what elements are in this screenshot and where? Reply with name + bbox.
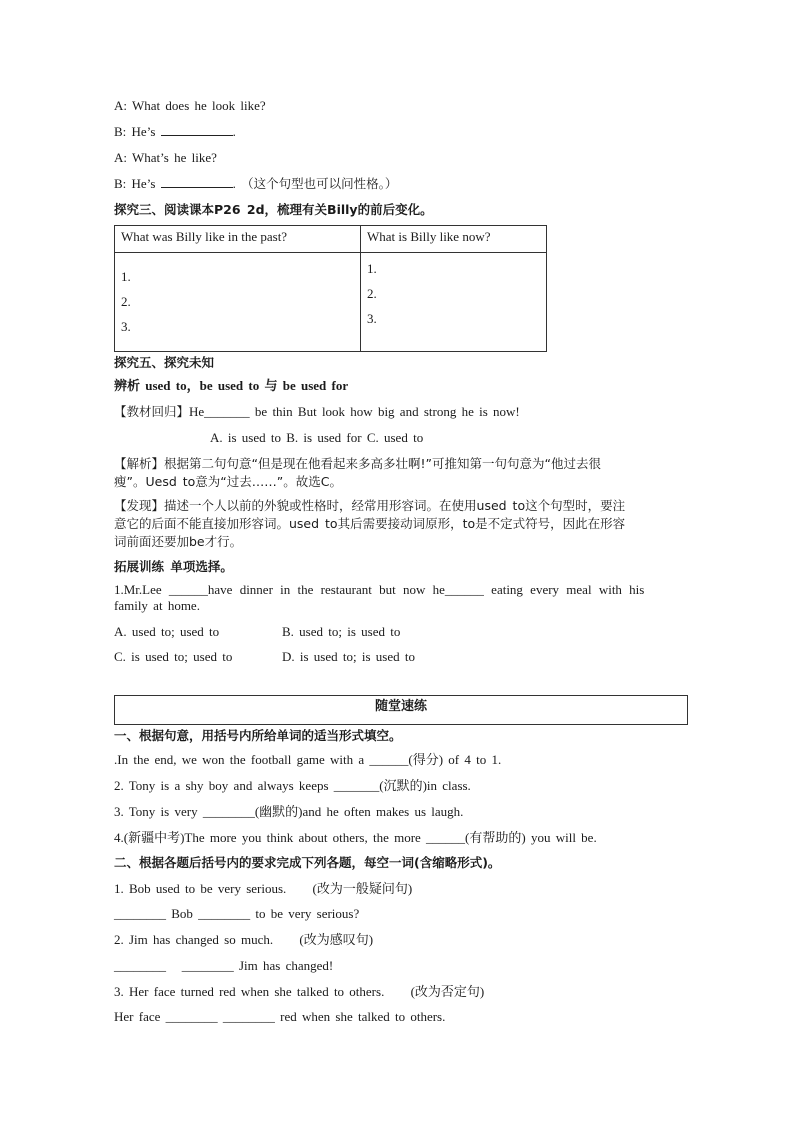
table-header-now: What is Billy like now? — [361, 226, 547, 253]
option-d[interactable]: D. is used to; is used to — [282, 649, 415, 664]
past-cell[interactable] — [115, 253, 361, 352]
dialog-line-3 — [114, 150, 217, 166]
explore5-subtitle: 辨析 used to，be used to 与 be used for — [114, 378, 349, 393]
label: 【发现】 — [114, 498, 165, 513]
list-item: 3. — [121, 319, 131, 334]
section1-title: 一、根据句意，用括号内所给单词的适当形式填空。 — [114, 728, 402, 743]
s2-item: 2. Jim has changed so much. (改为感叹句) — [114, 932, 374, 947]
dialog-end: . — [232, 124, 236, 139]
list-item: 3. — [367, 311, 377, 326]
list-item: 2. — [121, 294, 131, 309]
finding-line-2: 意它的后面不能直接加形容词。used to其后需要接动词原形，to是不定式符号，因此在形容 — [114, 516, 626, 531]
table-header-past: What was Billy like in the past? — [115, 226, 361, 253]
s1-item: 2. Tony is a shy boy and always keeps _______(沉默的)in class. — [114, 778, 471, 793]
now-cell[interactable] — [361, 253, 547, 352]
option-b[interactable]: B. used to; is used to — [282, 624, 401, 639]
s2-item: Her face ________ ________ red when she talked to others. — [114, 1009, 446, 1024]
dialog-line-4 — [114, 176, 397, 192]
explore3-title: 探究三、阅读课本P26 2d，梳理有关Billy的前后变化。 — [114, 202, 433, 217]
extension-q1-line2: family at home. — [114, 598, 200, 613]
dialog-text: What’s he like? — [132, 150, 217, 165]
s1-item: .In the end, we won the football game with a ______(得分) of 4 to 1. — [114, 752, 502, 767]
speaker: A: — [114, 150, 127, 165]
answer-blank[interactable] — [161, 176, 233, 188]
analysis-line-1 — [114, 456, 601, 472]
dialog-text: He’s — [131, 176, 156, 191]
label: 【解析】 — [114, 456, 165, 471]
finding-line-3: 词前面还要加be才行。 — [114, 534, 243, 549]
dialog-text: What does he look like? — [132, 98, 266, 113]
label: 【教材回归】 — [114, 404, 190, 419]
dialog-end: . — [232, 176, 236, 191]
explore5-title: 探究五、探究未知 — [114, 355, 215, 370]
s2-item: ________ Bob ________ to be very serious? — [114, 906, 360, 921]
s2-item: ________ ________ Jim has changed! — [114, 958, 334, 973]
dialog-line-2 — [114, 124, 236, 140]
option-c[interactable]: C. is used to; used to — [114, 649, 233, 664]
option-a[interactable]: A. used to; used to — [114, 624, 220, 639]
analysis-text: 根据第二句句意“但是现在他看起来多高多壮啊!”可推知第一句句意为“他过去很 — [164, 456, 601, 471]
dialog-text: He’s — [131, 124, 156, 139]
list-item: 1. — [121, 269, 131, 284]
section2-title: 二、根据各题后括号内的要求完成下列各题，每空一词(含缩略形式)。 — [114, 855, 501, 870]
finding-text: 描述一个人以前的外貌或性格时，经常用形容词。在使用used to这个句型时，要注 — [164, 498, 626, 513]
speaker: B: — [114, 124, 127, 139]
list-item: 1. — [367, 261, 377, 276]
practice-box-title: 随堂速练 — [114, 695, 688, 725]
textbook-options: A. is used to B. is used for C. used to — [210, 430, 424, 445]
s2-item: 3. Her face turned red when she talked to others. (改为否定句) — [114, 984, 485, 999]
list-item: 2. — [367, 286, 377, 301]
answer-blank[interactable] — [161, 124, 233, 136]
extension-q1-line1: 1.Mr.Lee ______have dinner in the restaurant but now he______ eating every meal with his — [114, 582, 645, 597]
speaker: B: — [114, 176, 127, 191]
billy-comparison-table — [114, 225, 547, 352]
speaker: A: — [114, 98, 127, 113]
analysis-line-2: 瘦”。Uesd to意为“过去……”。故选C。 — [114, 474, 342, 489]
textbook-question — [114, 404, 520, 420]
finding-line-1 — [114, 498, 625, 514]
s1-item: 3. Tony is very ________(幽默的)and he often makes us laugh. — [114, 804, 464, 819]
dialog-note: （这个句型也可以问性格。） — [241, 176, 398, 191]
s1-item: 4.(新疆中考)The more you think about others, the more ______(有帮助的) you will be. — [114, 830, 597, 845]
question-text: He_______ be thin But look how big and strong he is now! — [189, 404, 520, 419]
extension-title: 拓展训练 单项选择。 — [114, 559, 233, 574]
s2-item: 1. Bob used to be very serious. (改为一般疑问句) — [114, 881, 413, 896]
dialog-line-1 — [114, 98, 266, 114]
